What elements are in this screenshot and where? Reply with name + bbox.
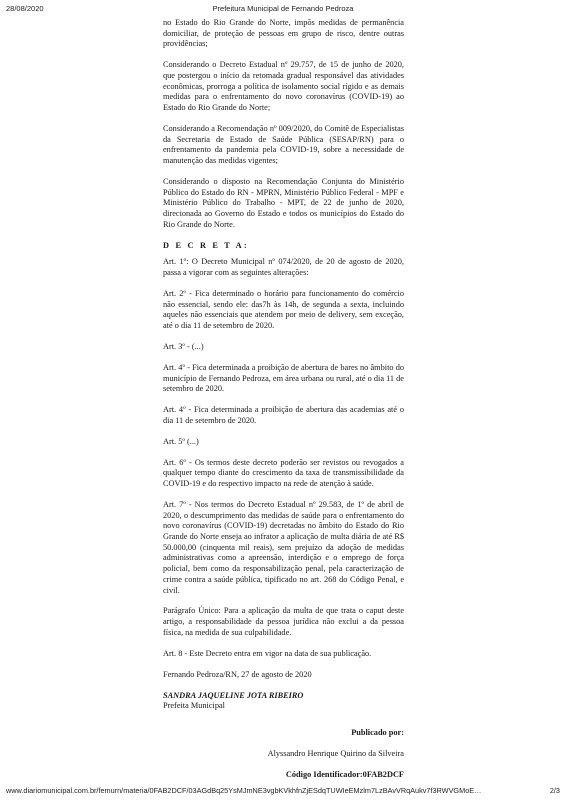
print-date: 28/08/2020 [6, 4, 44, 13]
header-title: Prefeitura Municipal de Fernando Pedroza [212, 4, 354, 13]
decreta-heading: D E C R E T A: [163, 240, 249, 250]
article-3: Art. 3º - (...) [163, 342, 204, 351]
intro-paragraph: no Estado do Rio Grande do Norte, impõs medidas de permanência domiciliar, de proteção de pessoas em grupo de risco, dentre outras providências; [163, 18, 404, 49]
signer-name: SANDRA JAQUELINE JOTA RIBEIRO [163, 690, 304, 700]
article-1: Art. 1º: O Decreto Municipal nº 074/2020, de 20 de agosto de 2020, passa a vigorar com as seguintes alterações: [163, 257, 404, 278]
article-5: Art. 5º (...) [163, 436, 199, 446]
considering-paragraph-3: Considerando o disposto na Recomendação Conjunta do Ministério Público do Estado do RN - MPRN, Ministério Público Federal - MPF e Ministério Público do Trabalho - MPT, de 22 de junho de 2020, direcionada ao Governo do Estado e todos os municípios do Estado do Rio Grande do Norte. [163, 177, 404, 229]
article-4-academies: Art. 4º - Fica determinada a proibição de abertura das academias até o dia 11 de setembro de 2020. [163, 405, 404, 425]
article-2: Art. 2º - Fica determinado o horário para funcionamento do comércio não essencial, sendo ele: das7h às 14h, de segunda a sexta, incluindo aqueles não essenciais que atendem por meio de delivery, sem exceção, até o dia 11 de setembro de 2020. [163, 289, 404, 331]
signer-role: Prefeita Municipal [163, 701, 225, 711]
decree-body [163, 18, 404, 791]
place-and-date: Fernando Pedroza/RN, 27 de agosto de 2020 [163, 669, 312, 679]
article-6: Art. 6º - Os termos deste decreto poderão ser revistos ou revogados a qualquer tempo diante do crescimento da taxa de transmissibilidade da COVID-19 e do respectivo impacto na rede de atenção à saúde. [163, 457, 404, 489]
identifier-code-label: Código Identificador: [285, 769, 363, 779]
identifier-code [163, 770, 404, 781]
identifier-code-value: 0FAB2DCF [362, 769, 404, 779]
article-4-bars: Art. 4º - Fica determinada a proibição de abertura de bares no âmbito do município de Fernando Pedroza, em área urbana ou rural, até o dia 11 de setembro de 2020. [163, 362, 404, 394]
page-number: 2/3 [549, 786, 560, 795]
paragrafo-unico: Parágrafo Único: Para a aplicação da multa de que trata o caput deste artigo, a responsabilidade da pessoa jurídica não exclui a da pessoa física, na medida de sua culpabilidade. [163, 606, 404, 637]
publisher-name: Alyssandro Henrique Quirino da Silveira [267, 748, 404, 758]
page-footer [6, 786, 560, 798]
footer-url: www.diariomunicipal.com.br/femurn/materia/0FAB2DCF/03AGdBq25YsMJmNE3vgbKVkhfnZjESdqTUWIeEMzlm7LzBAvVRqAukv7f3RWVGMoE… [6, 786, 482, 795]
article-7: Art. 7º - Nos termos do Decreto Estadual nº 29.583, de 1º de abril de 2020, o descumprimento das medidas de saúde para o enfrentamento do novo coronavírus (COVID-19) decretadas no âmbito do Estado do Rio Grande do Norte enseja ao infrator a aplicação de multa diária de até R$ 50.000,00 (cinquenta mil reais), sem prejuízo da adoção de medidas administrativas como a apreensão, interdição e o emprego de força policial, bem como da responsabilização penal, pela caracterização de crime contra a saúde pública, tipificado no art. 268 do Código Penal, e civil. [163, 499, 404, 595]
published-by-label: Publicado por: [351, 727, 404, 737]
article-8: Art. 8 - Este Decreto entra em vigor na data de sua publicação. [163, 648, 372, 658]
considering-paragraph-2: Considerando a Recomendação nº 009/2020, do Comitê de Especialistas da Secretaria de Estado de Saúde Pública (SESAP/RN) para o enfrentamento da pandemia pela COVID-19, sobre a necessidade de manutenção das medidas vigentes; [163, 124, 404, 166]
page-header [6, 4, 560, 16]
considering-paragraph-1: Considerando o Decreto Estadual nº 29.757, de 15 de junho de 2020, que postergou o início da retomada gradual responsável das atividades econômicas, prorroga a política de isolamento social rígido e as demais medidas para o enfrentamento do novo coronavírus (COVID-19) ao Estado do Rio Grande do Norte; [163, 60, 404, 113]
